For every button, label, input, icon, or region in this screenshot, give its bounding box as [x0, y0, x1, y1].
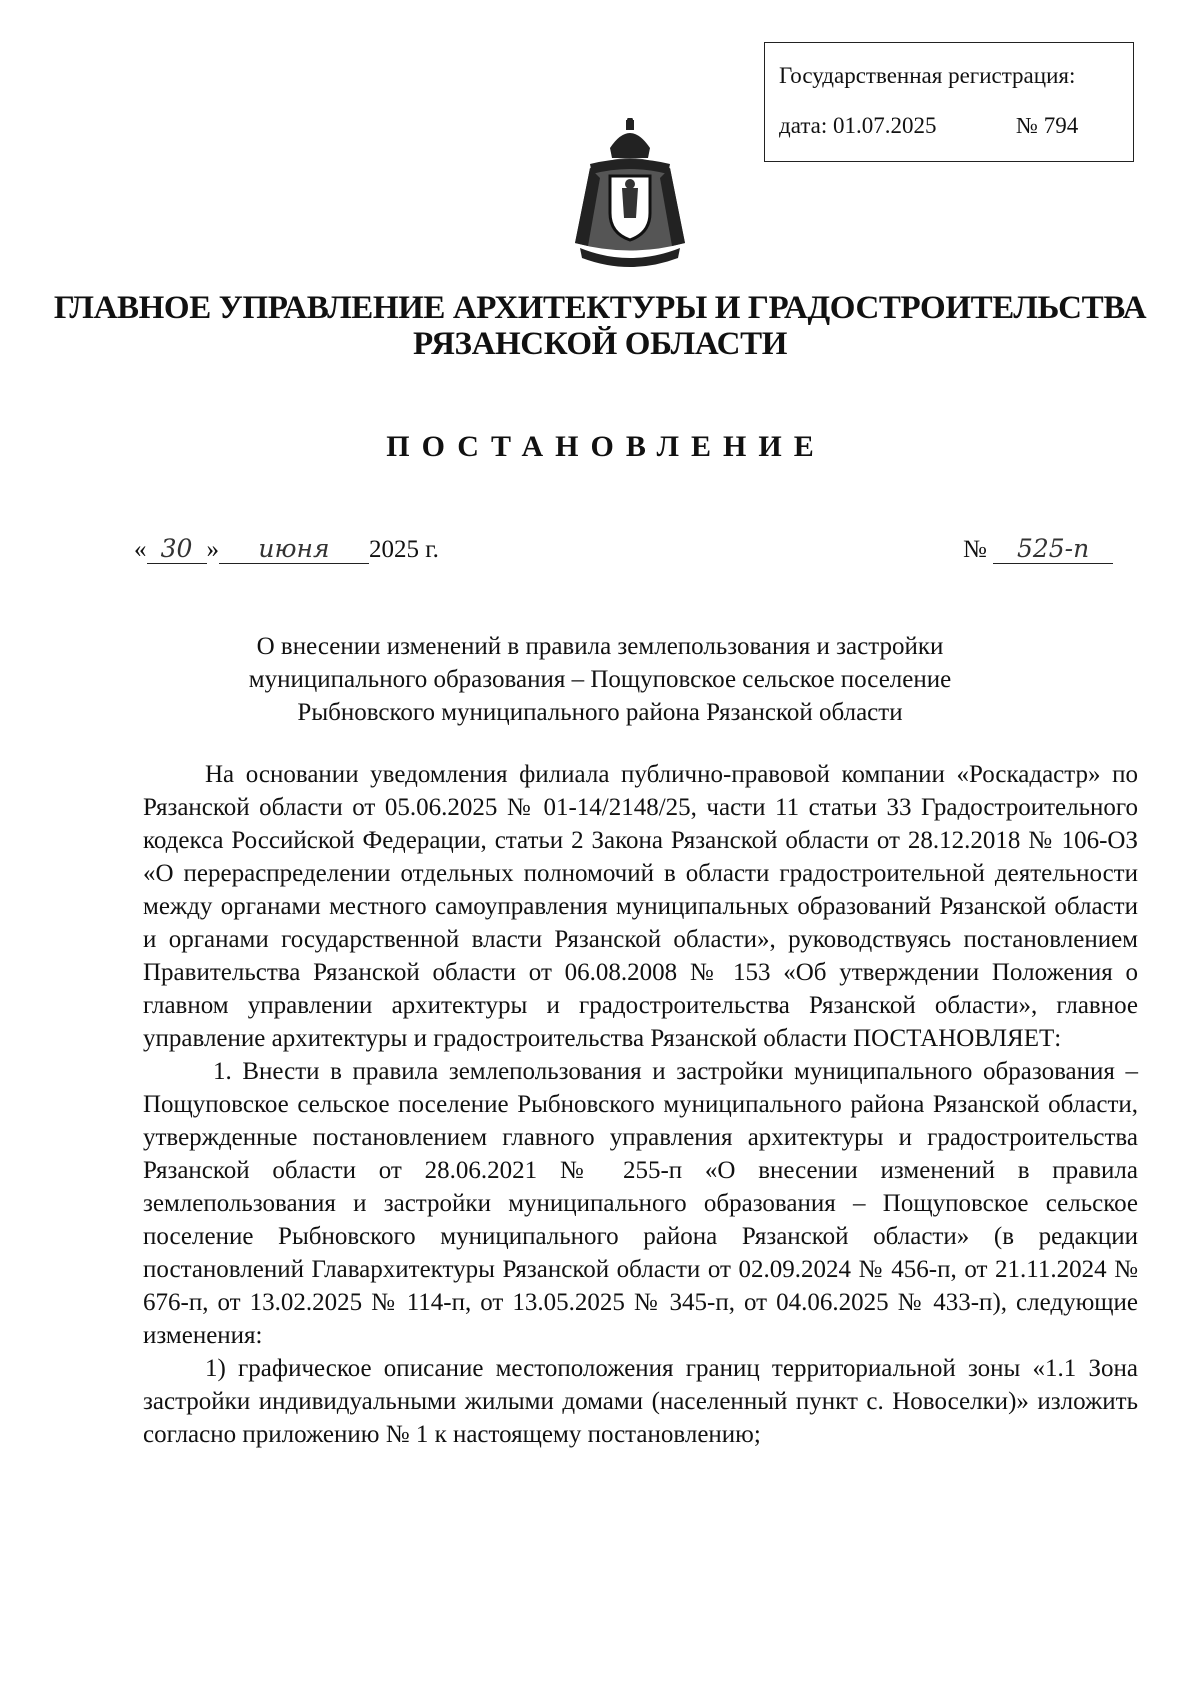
registration-number: № 794 — [1016, 113, 1079, 138]
item-1-paragraph: 1. Внести в правила землепользования и застройки муниципального образования – Пощуповское сельское поселение Рыбновского муниципального района Рязанской области, утвержденные постановлением главного управления архитектуры и градостроительства Рязанской области от 28.06.2021 № 255-п «О внесении изменений в правила землепользования и застройки муниципального образования – Пощуповское сельское поселение Рыбновского муниципального района Рязанской области» (в редакции постановлений Главархитектуры Рязанской области от 02.09.2024 № 456-п, от 21.11.2024 № 676-п, от 13.02.2025 № 114-п, от 13.05.2025 № 345-п, от 04.06.2025 № 433-п), следующие изменения: — [143, 1058, 1138, 1349]
subject-line1: О внесении изменений в правила землепользования и застройки — [256, 633, 944, 660]
registration-date: дата: 01.07.2025 — [779, 113, 937, 138]
date-day-handwritten: 30 — [147, 534, 207, 564]
subject-line2: муниципального образования – Пощуповское сельское поселение — [248, 666, 952, 693]
registration-title: Государственная регистрация: — [779, 63, 1076, 88]
organization-name-line2: РЯЗАНСКОЙ ОБЛАСТИ — [413, 326, 787, 362]
document-date — [134, 534, 439, 564]
item-1-1-paragraph: 1) графическое описание местоположения границ территориальной зоны «1.1 Зона застройки индивидуальными жилыми домами (населенный пункт с. Новоселки)» изложить согласно приложению № 1 к настоящему постановлению; — [143, 1355, 1138, 1448]
document-number — [963, 534, 1113, 564]
preamble-paragraph: На основании уведомления филиала публично-правовой компании «Роскадастр» по Рязанской области от 05.06.2025 № 01-14/2148/25, части 11 статьи 33 Градостроительного кодекса Российской Федерации, статьи 2 Закона Рязанской области от 28.12.2018 № 106-ОЗ «О перераспределении отдельных полномочий в области градостроительной деятельности между органами местного самоуправления муниципальных образований Рязанской области и органами государственной власти Рязанской области», руководствуясь постановлением Правительства Рязанской области от 06.08.2008 № 153 «Об утверждении Положения о главном управлении архитектуры и градостроительства Рязанской области», главное управление архитектуры и градостроительства Рязанской области ПОСТАНОВЛЯЕТ: — [143, 761, 1138, 1052]
date-open-quote: « — [134, 536, 147, 563]
coat-of-arms-icon — [560, 118, 700, 276]
date-year: 2025 г. — [369, 536, 439, 563]
organization-name-line1: ГЛАВНОЕ УПРАВЛЕНИЕ АРХИТЕКТУРЫ И ГРАДОСТРОИТЕЛЬСТВА — [53, 290, 1147, 326]
document-subject — [0, 630, 1200, 729]
subject-line3: Рыбновского муниципального района Рязанской области — [297, 699, 903, 726]
date-month-handwritten: июня — [219, 534, 369, 564]
document-body — [143, 758, 1138, 1451]
date-close-quote: » — [206, 536, 219, 563]
registration-stamp-box — [764, 42, 1134, 162]
document-number-label: № — [963, 536, 987, 563]
document-type-title: ПОСТАНОВЛЕНИЕ — [386, 430, 826, 463]
document-number-handwritten: 525-п — [993, 534, 1113, 564]
